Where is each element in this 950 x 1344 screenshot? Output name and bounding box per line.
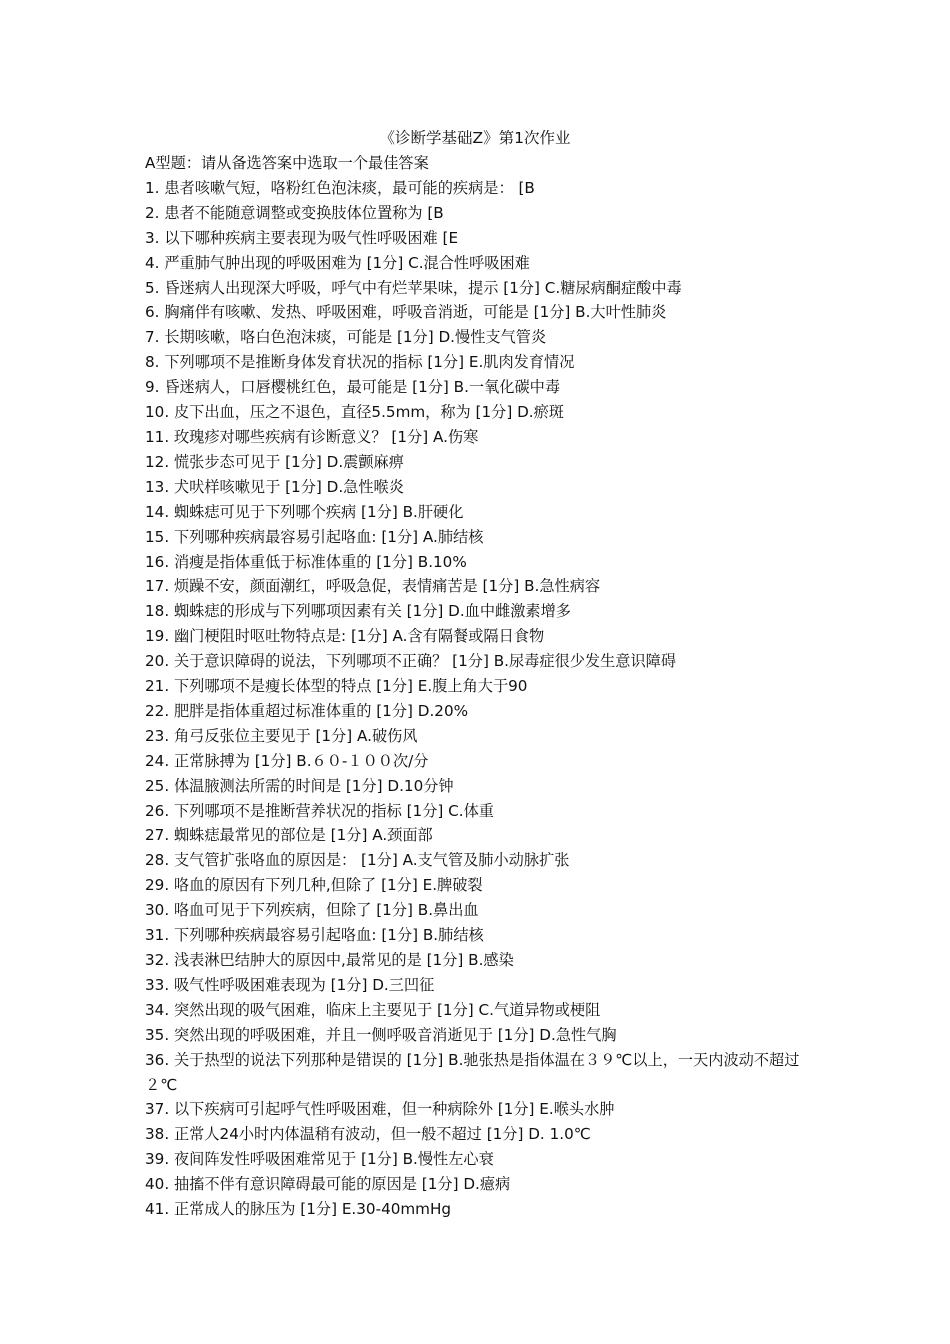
question-13: 13. 犬吠样咳嗽见于 [1分] D.急性喉炎 (145, 477, 404, 496)
question-32: 32. 浅表淋巴结肿大的原因中,最常见的是 [1分] B.感染 (145, 951, 514, 969)
question-6: 6. 胸痛伴有咳嗽、发热、呼吸困难，呼吸音消逝，可能是 [1分] B.大叶性肺炎 (145, 303, 667, 322)
question-10: 10. 皮下出血，压之不退色，直径5.5mm，称为 [1分] D.瘀斑 (145, 403, 564, 422)
question-8: 8. 下列哪项不是推断身体发育状况的指标 [1分] E.肌肉发育情况 (145, 353, 575, 372)
question-16: 16. 消瘦是指体重低于标准体重的 [1分] B.10% (145, 552, 467, 571)
question-27: 27. 蜘蛛痣最常见的部位是 [1分] A.颈面部 (145, 826, 433, 845)
section-heading: A型题：请从备选答案中选取一个最佳答案 (145, 154, 429, 172)
question-19: 19. 幽门梗阻时呕吐物特点是: [1分] A.含有隔餐或隔日食物 (145, 627, 545, 646)
question-12: 12. 慌张步态可见于 [1分] D.震颤麻痹 (145, 452, 404, 471)
question-26: 26. 下列哪项不是推断营养状况的指标 [1分] C.体重 (145, 801, 494, 820)
question-22: 22. 肥胖是指体重超过标准体重的 [1分] D.20% (145, 701, 469, 720)
question-25: 25. 体温腋测法所需的时间是 [1分] D.10分钟 (145, 776, 454, 795)
question-18: 18. 蜘蛛痣的形成与下列哪项因素有关 [1分] D.血中雌激素增多 (145, 602, 571, 621)
question-35: 35. 突然出现的呼吸困难，并且一侧呼吸音消逝见于 [1分] D.急性气胸 (145, 1025, 617, 1044)
question-2: 2. 患者不能随意调整或变换肢体位置称为 [B (145, 203, 444, 222)
question-28: 28. 支气管扩张咯血的原因是： [1分] A.支气管及肺小动脉扩张 (145, 851, 570, 870)
document-title: 《诊断学基础Z》第1次作业 (379, 129, 571, 147)
question-1: 1. 患者咳嗽气短，咯粉红色泡沫痰，最可能的疾病是： [B (145, 178, 535, 197)
question-37: 37. 以下疾病可引起呼气性呼吸困难，但一种病除外 [1分] E.喉头水肿 (145, 1100, 615, 1119)
question-17: 17. 烦躁不安，颜面潮红，呼吸急促，表情痛苦是 [1分] B.急性病容 (145, 577, 601, 596)
question-14: 14. 蜘蛛痣可见于下列哪个疾病 [1分] B.肝硬化 (145, 502, 464, 521)
question-41: 41. 正常成人的脉压为 [1分] E.30-40mmHg (145, 1200, 452, 1219)
question-31: 31. 下列哪种疾病最容易引起咯血: [1分] B.肺结核 (145, 926, 484, 945)
question-38: 38. 正常人24小时内体温稍有波动，但一般不超过 [1分] D. 1.0℃ (145, 1125, 591, 1144)
question-4: 4. 严重肺气肿出现的呼吸困难为 [1分] C.混合性呼吸困难 (145, 253, 530, 272)
question-34: 34. 突然出现的吸气困难，临床上主要见于 [1分] C.气道异物或梗阻 (145, 1000, 601, 1019)
question-33: 33. 吸气性呼吸困难表现为 [1分] D.三凹征 (145, 975, 435, 994)
question-21: 21. 下列哪项不是瘦长体型的特点 [1分] E.腹上角大于90 (145, 677, 528, 696)
question-40: 40. 抽搐不伴有意识障碍最可能的原因是 [1分] D.癔病 (145, 1175, 511, 1194)
question-5: 5. 昏迷病人出现深大呼吸，呼气中有烂苹果味，提示 [1分] C.糖尿病酮症酸中毒 (145, 278, 682, 297)
question-39: 39. 夜间阵发性呼吸困难常见于 [1分] B.慢性左心衰 (145, 1150, 494, 1169)
question-30: 30. 咯血可见于下列疾病，但除了 [1分] B.鼻出血 (145, 901, 479, 920)
question-9: 9. 昏迷病人，口唇樱桃红色，最可能是 [1分] B.一氧化碳中毒 (145, 378, 561, 397)
question-20: 20. 关于意识障碍的说法，下列哪项不正确？ [1分] B.尿毒症很少发生意识障碍 (145, 652, 677, 671)
question-23: 23. 角弓反张位主要见于 [1分] A.破伤风 (145, 726, 418, 745)
question-15: 15. 下列哪种疾病最容易引起咯血: [1分] A.肺结核 (145, 527, 484, 546)
question-24: 24. 正常脉搏为 [1分] B.６０-１００次/分 (145, 751, 429, 770)
question-36: 36. 关于热型的说法下列那种是错误的 [1分] B.驰张热是指体温在３９℃以上，一天内波动不超过２℃ (145, 1050, 800, 1094)
question-11: 11. 玫瑰疹对哪些疾病有诊断意义？ [1分] A.伤寒 (145, 427, 479, 446)
question-29: 29. 咯血的原因有下列几种,但除了 [1分] E.脾破裂 (145, 876, 483, 895)
document-body (145, 151, 825, 1222)
question-3: 3. 以下哪种疾病主要表现为吸气性呼吸困难 [E (145, 228, 459, 247)
question-7: 7. 长期咳嗽，咯白色泡沫痰，可能是 [1分] D.慢性支气管炎 (145, 328, 547, 347)
